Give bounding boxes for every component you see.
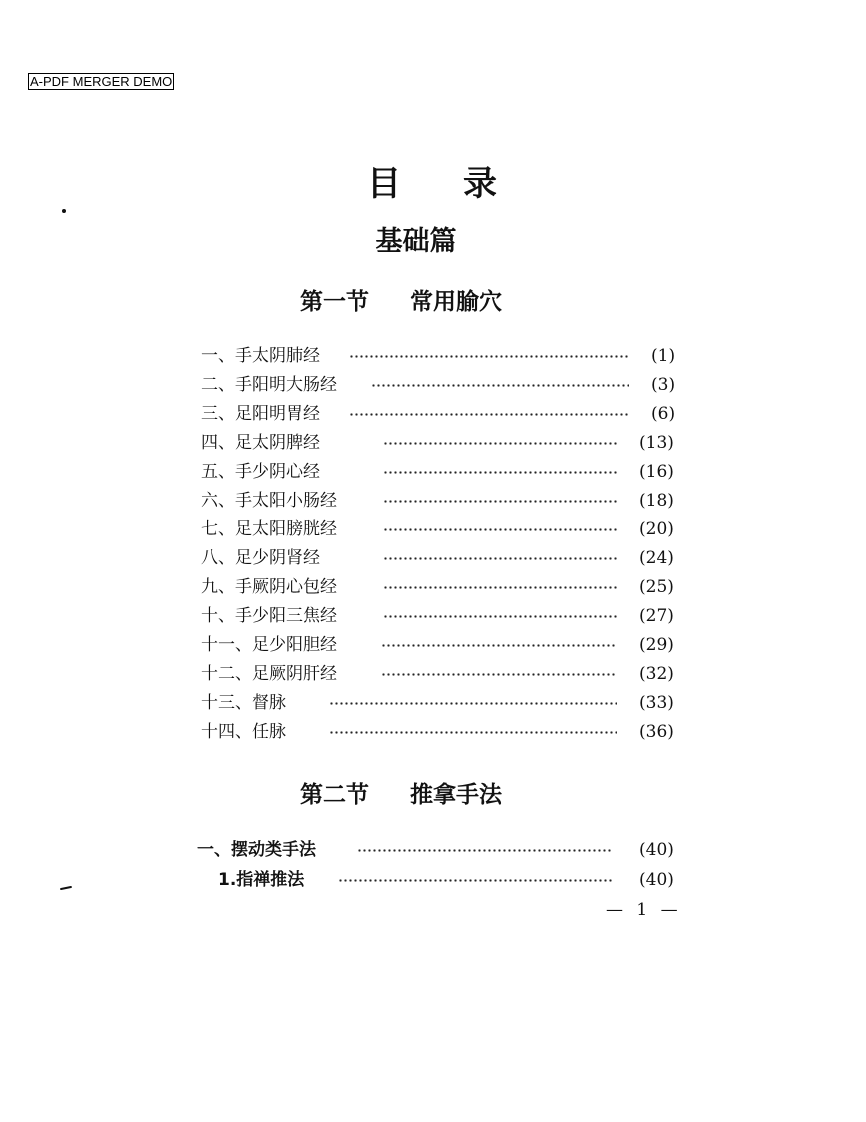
toc-entry-page: (6) <box>651 403 676 424</box>
section-heading-2 <box>300 776 560 809</box>
toc-entry-page: (1) <box>651 346 676 366</box>
toc-entry <box>201 373 691 397</box>
toc-entry <box>201 460 691 484</box>
toc-entry-page: (36) <box>639 721 674 742</box>
leader-dots <box>357 849 613 852</box>
toc-entry <box>201 431 691 455</box>
toc-entry-label: 五、手少阴心经 <box>201 461 320 482</box>
part-title: 基础篇 <box>375 226 457 257</box>
toc-entry-label: 十一、足少阳胆经 <box>201 635 337 655</box>
section-name: 推拿手法 <box>410 782 502 808</box>
page-title <box>0 156 866 205</box>
section-number: 第二节 <box>300 782 369 808</box>
toc-entry-page: (18) <box>639 490 674 511</box>
toc-entry <box>197 838 687 862</box>
leader-dots <box>349 355 629 358</box>
leader-dots <box>383 615 617 618</box>
toc-entry <box>201 604 691 628</box>
toc-entry <box>201 517 691 541</box>
toc-entry-page: (32) <box>639 663 674 684</box>
toc-entry-page: (25) <box>639 577 674 598</box>
leader-dots <box>338 879 613 882</box>
toc-entry-label: 九、手厥阴心包经 <box>201 577 337 598</box>
scan-speck <box>62 209 66 213</box>
leader-dots <box>349 413 629 416</box>
toc-entry <box>201 546 691 570</box>
toc-entry-page: (3) <box>651 374 676 395</box>
toc-entry-label: 二、手阳明大肠经 <box>201 374 337 395</box>
toc-entry <box>201 575 691 599</box>
page-number: — 1 — <box>606 900 682 920</box>
toc-entry-page: (29) <box>639 635 674 655</box>
watermark-label: A-PDF MERGER DEMO <box>30 74 173 89</box>
title-char-1: 目 <box>367 164 403 204</box>
toc-entry <box>201 662 691 686</box>
leader-dots <box>383 442 617 445</box>
leader-dots <box>383 528 617 531</box>
leader-dots <box>371 384 629 387</box>
toc-entry-page: (40) <box>639 840 674 860</box>
toc-entry <box>201 489 691 513</box>
toc-entry-label: 一、手太阴肺经 <box>201 346 320 366</box>
toc-entry <box>201 691 691 715</box>
toc-entry-label: 十四、任脉 <box>201 721 286 742</box>
leader-dots <box>329 702 617 705</box>
leader-dots <box>383 557 617 560</box>
toc-entry-label: 十二、足厥阴肝经 <box>201 663 337 684</box>
section-number: 第一节 <box>300 289 369 315</box>
leader-dots <box>383 586 617 589</box>
leader-dots <box>383 500 617 503</box>
toc-entry-label: 一、摆动类手法 <box>197 840 316 860</box>
toc-entry <box>201 720 691 744</box>
leader-dots <box>381 644 617 647</box>
toc-entry-page: (33) <box>639 692 674 713</box>
toc-entry-page: (13) <box>639 432 674 453</box>
title-char-2: 录 <box>463 164 499 204</box>
toc-entry <box>201 344 691 368</box>
toc-entry-label: 七、足太阳膀胱经 <box>201 519 337 540</box>
toc-entry <box>201 633 691 657</box>
leader-dots <box>381 673 617 676</box>
toc-entry-page: (20) <box>639 519 674 540</box>
toc-entry-label: 三、足阳明胃经 <box>201 403 320 424</box>
toc-entry-page: (24) <box>639 548 674 569</box>
leader-dots <box>329 731 617 734</box>
toc-entry-label: 八、足少阴肾经 <box>201 548 320 569</box>
toc-entry-label: 1.指禅推法 <box>218 870 305 890</box>
toc-entry-label: 十、手少阳三焦经 <box>201 606 337 627</box>
toc-entry-page: (40) <box>639 870 674 890</box>
section-name: 常用腧穴 <box>410 289 502 315</box>
toc-entry-page: (27) <box>639 606 674 627</box>
toc-entry-page: (16) <box>639 461 674 482</box>
section-heading-1 <box>300 283 560 316</box>
leader-dots <box>383 471 617 474</box>
toc-entry <box>201 402 691 426</box>
toc-entry-label: 十三、督脉 <box>201 692 286 713</box>
toc-entry <box>218 868 708 892</box>
scan-speck <box>60 886 72 890</box>
toc-entry-label: 四、足太阴脾经 <box>201 432 320 453</box>
toc-entry-label: 六、手太阳小肠经 <box>201 490 337 511</box>
